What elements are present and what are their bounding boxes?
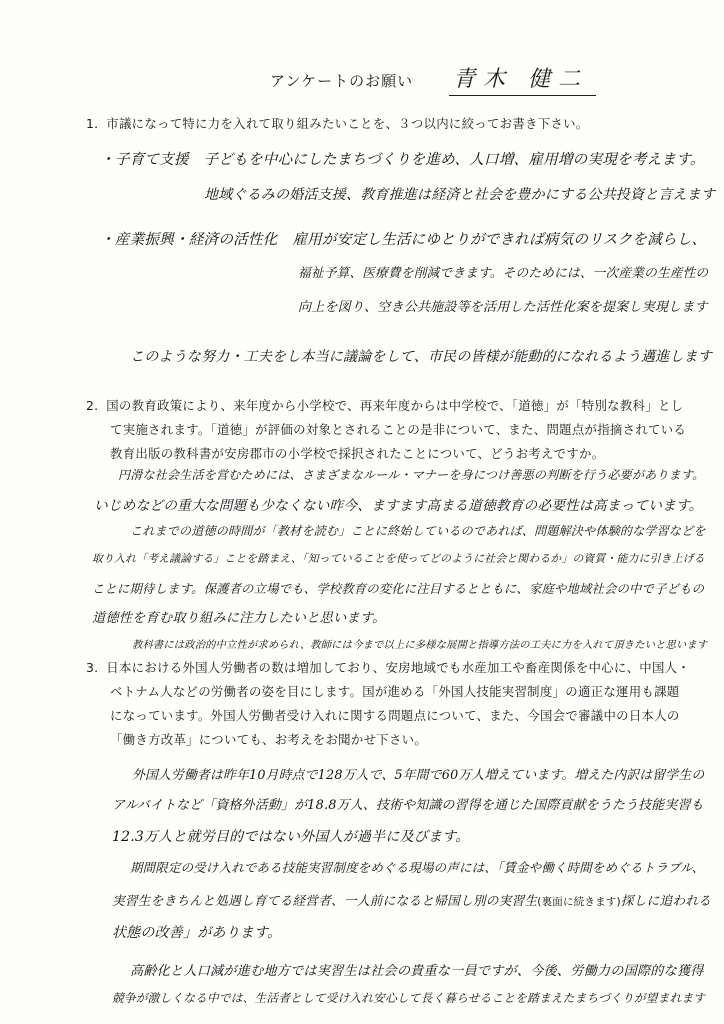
question-text: 国の教育政策により、来年度から小学校で、再来年度からは中学校で、「道徳」が「特別な教科」とし (106, 398, 684, 413)
answer-line: 12.3万人と就労目的ではない外国人が過半に及びます。 (112, 829, 470, 845)
answer-text: 実習生をきちんと処遇し育てる経営者、一人前になると帰国し別の実習生 (112, 893, 538, 908)
answer-line: アルバイトなど「資格外活動」が18.8万人、技術や知識の習得を通じた国際貢献をうたう技能実習も (112, 798, 704, 813)
question-text: 教育出版の教科書が安房郡市の小学校で採択されたことについて、どうお考えですか。 (110, 446, 605, 461)
answer-line: 外国人労働者は昨年10月時点で128万人で、5年間で60万人増えています。増えた内訳は留学生の (132, 768, 705, 783)
answer-line: 状態の改善」があります。 (112, 925, 282, 941)
answer-line: 円滑な社会生活を営むためには、さまざまなルール・マナーを身につけ善悪の判断を行う必要があります。 (118, 468, 705, 482)
answer-line: このような努力・工夫をし本当に議論をして、市民の皆様が能動的になれるよう邁進します (130, 349, 712, 365)
question-text: 市議になって特に力を入れて取り組みたいことを、３つ以内に絞ってお書き下さい。 (106, 116, 589, 131)
answer-line: 期間限定の受け入れである技能実習制度をめぐる現場の声には、「賃金や働く時間をめぐるトラブル、 (130, 860, 705, 875)
question-text: 「働き方改革」についても、お考えをお聞かせ下さい。 (110, 732, 428, 747)
question-number: 3. (86, 660, 99, 675)
answer-line: ことに期待します。保護者の立場でも、学校教育の変化に注目するとともに、家庭や地域社会の中で子どもの (92, 582, 705, 596)
answer-line: 教科書には政治的中立性が求められ、教師には今まで以上に多様な展開と指導方法の工夫に力を入れて頂きたいと思います (132, 639, 708, 651)
answer-line: 道徳性を育む取り組みに注力したいと思います。 (92, 611, 386, 626)
question-text: ベトナム人などの労働者の姿を目にします。国が進める「外国人技能実習制度」の適正な運用も課題 (110, 684, 680, 699)
answer-line: 向上を図り、空き公共施設等を活用した活性化案を提案し実現します (298, 300, 708, 315)
page-title: アンケートのお願い (270, 72, 414, 90)
answer-line: これまでの道徳の時間が「教材を読む」ことに終始しているのであれば、問題解決や体験的な学習などを (130, 524, 706, 538)
answer-line: 高齢化と人口減が進む地方では実習生は社会の貴重な一員ですが、今後、労働力の国際的な獲得 (130, 964, 704, 979)
answer-line: 競争が激しくなる中では、生活者として受け入れ安心して長く暮らせることを踏まえたまちづくりが望まれます (112, 991, 706, 1005)
question-text: て実施されます。「道徳」が評価の対象とされることの是非について、また、問題点が指摘されている (110, 422, 687, 437)
answer-line: いじめなどの重大な問題も少なくない昨今、ますます高まる道徳教育の必要性は高まっています。 (94, 498, 703, 514)
continued-note: (裏面に続きます) (537, 896, 621, 908)
question-text: になっています。外国人労働者受け入れに関する問題点について、また、今国会で審議中の日本人の (110, 708, 680, 723)
answer-line: ・産業振興・経済の活性化 雇用が安定し生活にゆとりができれば病気のリスクを減らし、 (100, 231, 707, 248)
answer-line: 福祉予算、医療費を削減できます。そのためには、一次産業の生産性の (298, 265, 709, 280)
respondent-name: 青木 健二 (449, 62, 596, 96)
answer-text: 探しに追われる (620, 893, 712, 908)
question-1 (86, 112, 696, 136)
question-number: 1. (86, 116, 99, 131)
answer-line: 取り入れ「考え議論する」ことを踏まえ、「知っていることを使ってどのように社会と関わるか」の資質・能力に引き上げる (92, 552, 705, 565)
question-number: 2. (86, 398, 99, 413)
question-3 (86, 656, 696, 752)
answer-line (112, 890, 711, 909)
answer-line: 地域ぐるみの婚活支援、教育推進は経済と社会を豊かにする公共投資と言えます (204, 187, 716, 203)
question-2 (86, 394, 696, 466)
question-text: 日本における外国人労働者の数は増加しており、安房地域でも水産加工や畜産関係を中心に、中国人・ (106, 660, 691, 675)
header (270, 62, 596, 96)
answer-line: ・子育て支援 子どもを中心にしたまちづくりを進め、人口増、雇用増の実現を考えます。 (100, 151, 705, 168)
